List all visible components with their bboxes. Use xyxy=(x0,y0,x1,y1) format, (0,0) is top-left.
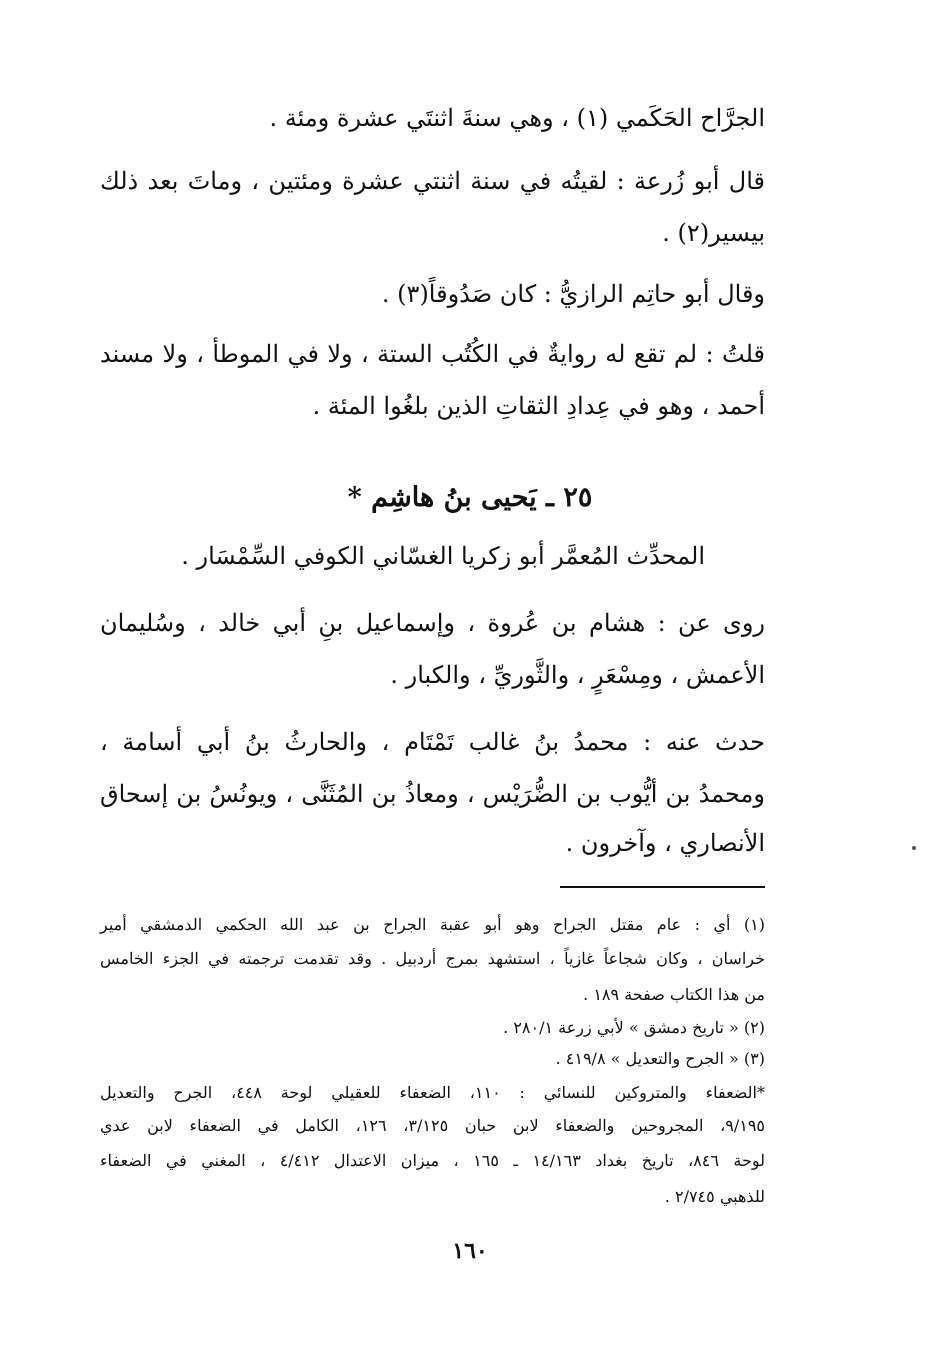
footnote-line-2: خراسان ، وكان شجاعاً غازياً ، استشهد بمرج أردبيل . وقد تقدمت ترجمته في الجزء الخامس xyxy=(100,949,766,968)
entry-line-1: المحدِّث المُعمَّر أبو زكريا الغسّاني الكوفي السِّمْسَار . xyxy=(181,542,705,570)
footnote-line-4: (٢) « تاريخ دمشق » لأبي زرعة ٢٨٠/١ . xyxy=(503,1018,765,1037)
footnote-line-6: *الضعفاء والمتروكين للنسائي : ١١٠، الضعفاء للعقيلي لوحة ٤٤٨، الجرح والتعديل xyxy=(100,1083,766,1102)
entry-title: ٢٥ ـ يَحيى بنُ هاشِم * xyxy=(347,482,593,513)
scan-speck xyxy=(912,846,916,850)
body-line-4: وقال أبو حاتِم الرازيُّ : كان صَدُوقاً(٣) . xyxy=(381,280,765,308)
footnote-line-9: للذهبي ٢/٧٤٥ . xyxy=(664,1187,765,1206)
body-line-5: قلتُ : لم تقع له روايةٌ في الكُتُب الستة ، ولا في الموطأ ، ولا مسند xyxy=(100,340,765,368)
body-line-1: الجرَّاح الحَكَمي (١) ، وهي سنةَ اثنتَي عشرة ومئة . xyxy=(269,104,765,132)
entry-line-2: روى عن : هشام بن عُروة ، وإسماعيل بنِ أبي خالد ، وسُليمان xyxy=(100,609,765,637)
body-line-6: أحمد ، وهو في عِدادِ الثقاتِ الذين بلغُوا المئة . xyxy=(312,392,765,420)
footnote-line-1: (١) أي : عام مقتل الجراح وهو أبو عقبة الجراح بن عبد الله الحكمي الدمشقي أمير xyxy=(100,915,765,934)
footnote-line-8: لوحة ٨٤٦، تاريخ بغداد ١٤/١٦٣ ـ ١٦٥ ، ميزان الاعتدال ٤/٤١٢ ، المغني في الضعفاء xyxy=(100,1151,766,1170)
entry-line-3: الأعمش ، ومِسْعَرٍ ، والثَّوريِّ ، والكبار . xyxy=(390,661,765,689)
footnote-line-7: ٩/١٩٥، المجروحين والضعفاء لابن حبان ٣/١٢٥، ١٢٦، الكامل في الضعفاء لابن عدي xyxy=(100,1116,766,1135)
page-number: ١٦٠ xyxy=(452,1238,488,1264)
entry-line-5: ومحمدُ بن أيُّوب بن الضُّرَيْس ، ومعاذُ بن المُثَنَّى ، ويونُسُ بن إسحاق xyxy=(100,780,765,808)
body-line-2: قال أبو زُرعة : لقيتُه في سنة اثنتي عشرة ومئتين ، وماتَ بعد ذلك xyxy=(100,167,765,195)
footnote-line-3: من هذا الكتاب صفحة ١٨٩ . xyxy=(583,985,765,1004)
footnote-line-5: (٣) « الجرح والتعديل » ٤١٩/٨ . xyxy=(555,1049,765,1068)
entry-line-6: الأنصاري ، وآخرون . xyxy=(565,829,765,857)
footnote-separator xyxy=(560,886,765,888)
entry-line-4: حدث عنه : محمدُ بنُ غالب تَمْتَام ، والحارثُ بنُ أبي أسامة ، xyxy=(100,728,765,756)
body-line-3: بيسير(٢) . xyxy=(662,219,765,247)
